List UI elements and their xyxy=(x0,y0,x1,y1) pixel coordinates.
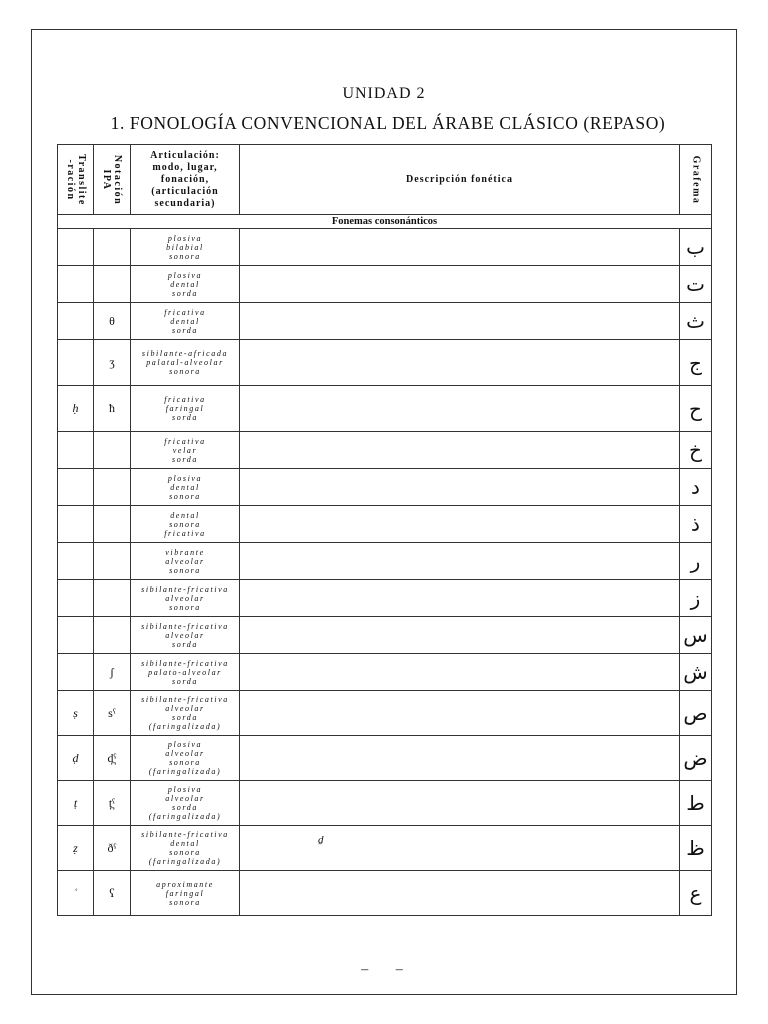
section-title: 1. FONOLOGÍA CONVENCIONAL DEL ÁRABE CLÁSICO (REPASO) xyxy=(110,113,666,133)
transliteration-cell xyxy=(58,654,94,691)
table-row xyxy=(58,781,712,826)
transliteration-cell: ṭ xyxy=(58,781,94,826)
articulation-line: sonora xyxy=(169,602,201,612)
articulation-line: sibilante-fricativa xyxy=(141,584,229,594)
transliteration-cell xyxy=(58,469,94,506)
articulation-line: alveolar xyxy=(165,630,205,640)
description-cell xyxy=(240,506,680,543)
articulation-line: sibilante-fricativa xyxy=(141,658,229,668)
description-cell xyxy=(240,303,680,340)
articulation-line: (faringalizada) xyxy=(148,812,222,821)
articulation-cell xyxy=(131,691,240,736)
description-cell xyxy=(240,543,680,580)
ipa-cell: ħ xyxy=(94,386,131,432)
grapheme-cell: ص xyxy=(680,691,712,736)
ipa-cell xyxy=(94,229,131,266)
articulation-line: plosiva xyxy=(167,785,203,794)
table-row xyxy=(58,303,712,340)
articulation-line: sonora xyxy=(169,848,201,857)
articulation-line: velar xyxy=(172,445,198,455)
articulation-line: (faringalizada) xyxy=(148,857,222,866)
unit-heading: UNIDAD 2 xyxy=(342,85,426,102)
grapheme-cell: ش xyxy=(680,654,712,691)
transliteration-cell: ḥ xyxy=(58,386,94,432)
section-label: Fonemas consonánticos xyxy=(58,215,712,229)
ipa-cell xyxy=(94,506,131,543)
articulation-cell xyxy=(131,617,240,654)
ipa-cell: θ xyxy=(94,303,131,340)
transliteration-header xyxy=(58,145,94,215)
table-row xyxy=(58,340,712,386)
articulation-line: sonora xyxy=(169,519,201,529)
transliteration-cell xyxy=(58,506,94,543)
table-row xyxy=(58,654,712,691)
phonology-table xyxy=(57,144,712,916)
table-row xyxy=(58,469,712,506)
grapheme-cell: ث xyxy=(680,303,712,340)
table-row xyxy=(58,229,712,266)
table-row xyxy=(58,266,712,303)
articulation-line: (faringalizada) xyxy=(148,722,222,731)
ipa-cell xyxy=(94,432,131,469)
articulation-line: sorda xyxy=(172,639,198,649)
transliteration-cell: ʿ xyxy=(58,871,94,916)
articulation-cell xyxy=(131,654,240,691)
articulation-line: sonora xyxy=(169,565,201,575)
articulation-line: fricativa xyxy=(164,307,206,317)
table-row xyxy=(58,580,712,617)
grapheme-cell: ح xyxy=(680,386,712,432)
transliteration-cell: ṣ xyxy=(58,691,94,736)
grapheme-header xyxy=(680,145,712,215)
articulation-line: sibilante-fricativa xyxy=(141,621,229,631)
articulation-line: dental xyxy=(170,316,200,326)
articulation-line: alveolar xyxy=(165,704,205,713)
transliteration-cell xyxy=(58,229,94,266)
grapheme-cell: ط xyxy=(680,781,712,826)
ipa-cell: ʒ xyxy=(94,340,131,386)
articulation-line: fricativa xyxy=(164,436,206,446)
description-cell xyxy=(240,781,680,826)
ipa-cell: t̪ˤ xyxy=(94,781,131,826)
articulation-header-line: fonación, xyxy=(160,173,210,185)
transliteration-cell xyxy=(58,580,94,617)
articulation-cell xyxy=(131,432,240,469)
ipa-cell: d̪ˤ xyxy=(94,736,131,781)
grapheme-cell: ظ xyxy=(680,826,712,871)
description-cell xyxy=(240,340,680,386)
ipa-cell xyxy=(94,617,131,654)
articulation-line: sorda xyxy=(172,803,198,812)
articulation-line: alveolar xyxy=(165,556,205,566)
articulation-line: sorda xyxy=(172,325,198,335)
articulation-line: sonora xyxy=(169,897,201,907)
ipa-cell: ðˤ xyxy=(94,826,131,871)
description-cell xyxy=(240,229,680,266)
grapheme-cell: ر xyxy=(680,543,712,580)
articulation-header-line: (articulación xyxy=(151,185,219,197)
table-row xyxy=(58,506,712,543)
description-cell xyxy=(240,266,680,303)
articulation-line: sonora xyxy=(169,251,201,261)
articulation-line: dental xyxy=(170,839,200,848)
grapheme-header-label: Grafema xyxy=(690,155,701,204)
articulation-line: sonora xyxy=(169,758,201,767)
articulation-cell xyxy=(131,469,240,506)
articulation-line: faringal xyxy=(165,404,205,413)
grapheme-cell: خ xyxy=(680,432,712,469)
articulation-line: plosiva xyxy=(167,270,203,280)
grapheme-cell: س xyxy=(680,617,712,654)
articulation-cell xyxy=(131,506,240,543)
section-row xyxy=(58,215,712,229)
articulation-line: plosiva xyxy=(167,473,203,483)
description-cell xyxy=(240,654,680,691)
ipa-cell xyxy=(94,580,131,617)
table-body xyxy=(58,215,712,916)
articulation-line: plosiva xyxy=(167,740,203,749)
description-cell xyxy=(240,580,680,617)
description-header: Descripción fonética xyxy=(240,145,680,215)
articulation-header-line: secundaria) xyxy=(154,197,216,209)
table-row xyxy=(58,736,712,781)
articulation-line: dental xyxy=(170,482,200,492)
transliteration-cell xyxy=(58,432,94,469)
description-cell xyxy=(240,736,680,781)
articulation-cell xyxy=(131,229,240,266)
articulation-line: alveolar xyxy=(165,749,205,758)
articulation-line: alveolar xyxy=(165,593,205,603)
table-row xyxy=(58,617,712,654)
description-cell xyxy=(240,826,680,871)
articulation-line: fricativa xyxy=(164,395,206,404)
articulation-line: palato-alveolar xyxy=(148,667,222,677)
articulation-cell xyxy=(131,736,240,781)
grapheme-cell: ذ xyxy=(680,506,712,543)
articulation-line: sorda xyxy=(172,288,198,298)
transliteration-cell xyxy=(58,543,94,580)
transliteration-cell xyxy=(58,266,94,303)
articulation-line: sonora xyxy=(169,491,201,501)
description-cell xyxy=(240,691,680,736)
articulation-line: sibilante-fricativa xyxy=(141,695,229,704)
transliteration-cell: ḍ xyxy=(58,736,94,781)
articulation-line: sorda xyxy=(172,713,198,722)
articulation-line: dental xyxy=(170,279,200,289)
articulation-cell xyxy=(131,386,240,432)
articulation-line: sibilante-africada xyxy=(141,349,229,358)
ipa-cell xyxy=(94,266,131,303)
table-row xyxy=(58,871,712,916)
table-row xyxy=(58,826,712,871)
articulation-line: sorda xyxy=(172,413,198,422)
grapheme-cell: ب xyxy=(680,229,712,266)
transliteration-header-label: Translite -ración xyxy=(64,153,87,206)
articulation-line: sorda xyxy=(172,676,198,686)
table-row xyxy=(58,691,712,736)
grapheme-cell: ض xyxy=(680,736,712,781)
table-row xyxy=(58,432,712,469)
grapheme-cell: ت xyxy=(680,266,712,303)
ipa-cell xyxy=(94,469,131,506)
ipa-cell xyxy=(94,543,131,580)
articulation-header-line: modo, lugar, xyxy=(152,161,218,173)
description-cell xyxy=(240,386,680,432)
ipa-cell: ʕ xyxy=(94,871,131,916)
articulation-cell xyxy=(131,871,240,916)
articulation-cell xyxy=(131,543,240,580)
description-text: ḏ xyxy=(318,834,324,846)
articulation-line: vibrante xyxy=(165,547,205,557)
articulation-header xyxy=(131,145,240,215)
ipa-header xyxy=(94,145,131,215)
articulation-line: sorda xyxy=(172,454,198,464)
grapheme-cell: ز xyxy=(680,580,712,617)
articulation-cell xyxy=(131,781,240,826)
articulation-line: fricativa xyxy=(164,528,206,538)
articulation-line: bilabial xyxy=(166,242,204,252)
page-number-marker: – – xyxy=(361,962,415,977)
grapheme-cell: د xyxy=(680,469,712,506)
articulation-cell xyxy=(131,580,240,617)
articulation-line: plosiva xyxy=(167,233,203,243)
articulation-line: (faringalizada) xyxy=(148,767,222,776)
grapheme-cell: ع xyxy=(680,871,712,916)
transliteration-cell xyxy=(58,617,94,654)
articulation-line: faringal xyxy=(165,888,205,898)
articulation-cell xyxy=(131,340,240,386)
transliteration-cell xyxy=(58,340,94,386)
articulation-cell xyxy=(131,303,240,340)
transliteration-cell: ẓ xyxy=(58,826,94,871)
articulation-line: alveolar xyxy=(165,794,205,803)
ipa-cell: ʃ xyxy=(94,654,131,691)
articulation-line: sibilante-fricativa xyxy=(141,830,229,839)
table-row xyxy=(58,386,712,432)
ipa-header-label: Notación IPA xyxy=(101,154,123,205)
articulation-cell xyxy=(131,826,240,871)
articulation-line: aproximante xyxy=(156,879,214,889)
articulation-line: dental xyxy=(170,510,200,520)
description-cell xyxy=(240,469,680,506)
articulation-line: sonora xyxy=(169,367,201,376)
articulation-header-line: Articulación: xyxy=(150,149,220,161)
description-cell xyxy=(240,871,680,916)
articulation-line: palatal-alveolar xyxy=(146,358,224,367)
ipa-cell: sˤ xyxy=(94,691,131,736)
articulation-cell xyxy=(131,266,240,303)
transliteration-cell xyxy=(58,303,94,340)
grapheme-cell: ج xyxy=(680,340,712,386)
description-cell xyxy=(240,617,680,654)
description-cell xyxy=(240,432,680,469)
table-row xyxy=(58,543,712,580)
